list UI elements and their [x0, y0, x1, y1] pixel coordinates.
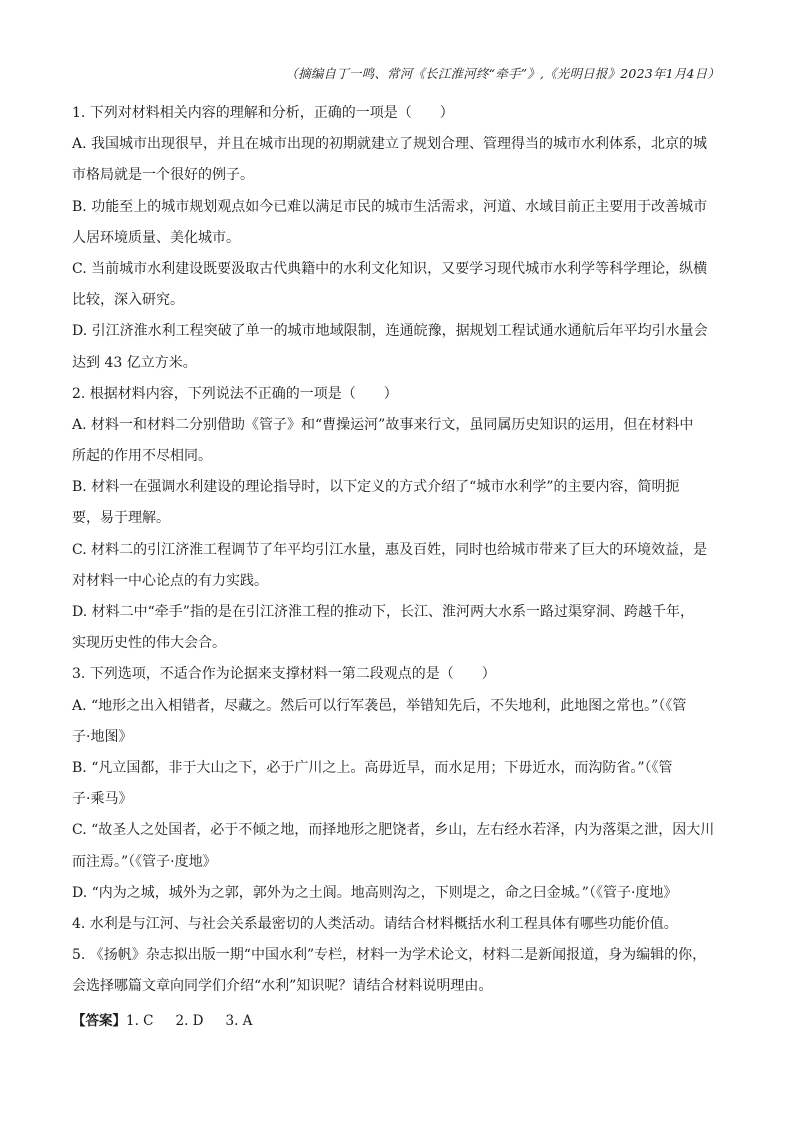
question-3-option-b-cont: 子·乘马》 — [72, 791, 133, 808]
question-3-option-d: D. “内为之城，城外为之郭，郭外为之土阆。地高则沟之，下则堤之，命之曰金城。”（《管子·度地》 — [72, 884, 678, 901]
answer-item: 1. C — [126, 1013, 154, 1030]
question-3-option-c-cont: 而注焉。”（《管子·度地》 — [72, 853, 217, 870]
question-2-option-a-cont: 所起的作用不尽相同。 — [72, 448, 212, 465]
question-2-stem: 2. 根据材料内容，下列说法不正确的一项是（ ） — [72, 385, 398, 402]
question-content — [72, 98, 720, 1038]
question-3-option-a-cont: 子·地图》 — [72, 728, 133, 745]
question-1-stem: 1. 下列对材料相关内容的理解和分析，正确的一项是（ ） — [72, 105, 454, 121]
question-2-option-c-cont: 对材料一中心论点的有力实践。 — [72, 572, 268, 589]
question-1-option-b-cont: 人居环境质量、美化城市。 — [72, 229, 240, 246]
question-4-stem: 4. 水利是与江河、与社会关系最密切的人类活动。请结合材料概括水利工程具体有哪些功能价值。 — [72, 915, 678, 932]
question-1-option-a: A. 我国城市出现很早，并且在城市出现的初期就建立了规划合理、管理得当的城市水利体系，北京的城 — [72, 136, 708, 153]
answer-line — [72, 1006, 720, 1037]
question-2-option-d: D. 材料二中“牵手”指的是在引江济淮工程的推动下，长江、淮河两大水系一路过渠穿洞、跨越千年， — [72, 604, 694, 620]
question-3-option-c: C. “故圣人之处国者，必于不倾之地，而择地形之肥饶者，乡山，左右经水若泽，内为落渠之泄，因大川 — [72, 822, 715, 839]
question-2-option-a: A. 材料一和材料二分别借助《管子》和“曹操运河”故事来行文，虽同属历史知识的运用，但在材料中 — [72, 416, 694, 433]
question-3-option-a: A. “地形之出入相错者，尽藏之。然后可以行军袭邑，举错知先后，不失地利，此地图之常也。”（《管 — [72, 697, 687, 714]
question-2-option-c: C. 材料二的引江济淮工程调节了年平均引江水量，惠及百姓，同时也给城市带来了巨大的环境效益，是 — [72, 541, 708, 558]
source-citation: （摘编自丁一鸣、常河《长江淮河终“牵手”》,《光明日报》2023年1月4日） — [285, 66, 720, 81]
question-1-option-c-cont: 比较，深入研究。 — [72, 292, 184, 309]
question-1-option-d-cont: 达到 43 亿立方米。 — [72, 354, 197, 371]
question-1-option-a-cont: 市格局就是一个很好的例子。 — [72, 167, 254, 184]
question-2-option-b: B. 材料一在强调水利建设的理论指导时，以下定义的方式介绍了“城市水利学”的主要内容，简明扼 — [72, 479, 680, 496]
answer-item: 3. A — [225, 1013, 253, 1030]
question-2-option-b-cont: 要，易于理解。 — [72, 510, 170, 527]
question-1-option-c: C. 当前城市水利建设既要汲取古代典籍中的水利文化知识，又要学习现代城市水利学等科学理论，纵横 — [72, 260, 708, 277]
question-3-option-b: B. “凡立国都，非于大山之下，必于广川之上。高毋近旱，而水足用；下毋近水，而沟防省。”（《管 — [72, 759, 673, 776]
answer-item: 2. D — [175, 1013, 204, 1030]
question-1-option-d: D. 引江济淮水利工程突破了单一的城市地域限制，连通皖豫，据规划工程试通水通航后年平均引水量会 — [72, 323, 708, 340]
question-2-option-d-cont: 实现历史性的伟大会合。 — [72, 635, 226, 652]
question-5-stem-cont: 会选择哪篇文章向同学们介绍“水利”知识呢？请结合材料说明理由。 — [72, 978, 493, 995]
question-1-option-b: B. 功能至上的城市规划观点如今已难以满足市民的城市生活需求，河道、水域目前正主要用于改善城市 — [72, 198, 708, 215]
answer-label: 【答案】 — [72, 1013, 126, 1030]
question-5-stem: 5. 《扬帆》杂志拟出版一期“中国水利”专栏，材料一为学术论文，材料二是新闻报道，身为编辑的你， — [72, 947, 707, 964]
question-3-stem: 3. 下列选项，不适合作为论据来支撑材料一第二段观点的是（ ） — [72, 666, 496, 683]
